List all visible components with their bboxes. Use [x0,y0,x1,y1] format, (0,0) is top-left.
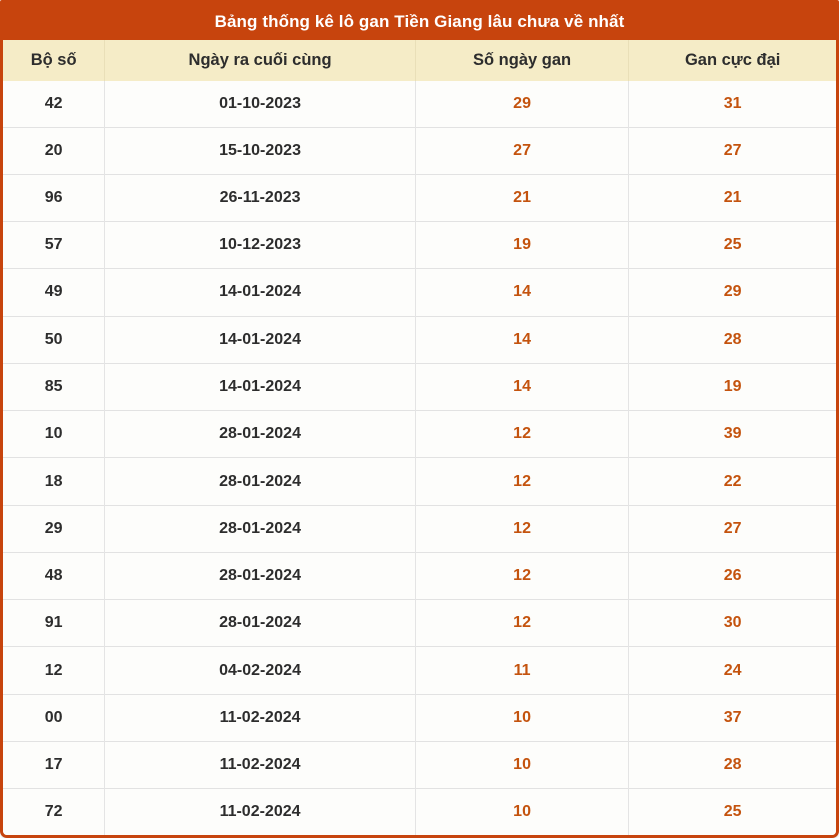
cell-ngay-ra-cuoi-cung: 14-01-2024 [105,269,416,316]
table-body [3,81,836,835]
cell-gan-cuc-dai: 26 [629,552,836,599]
cell-ngay-ra-cuoi-cung: 26-11-2023 [105,174,416,221]
cell-bo-so: 96 [3,174,105,221]
cell-so-ngay-gan: 10 [415,741,628,788]
cell-bo-so: 72 [3,789,105,835]
table-row [3,411,836,458]
table-title: Bảng thống kê lô gan Tiền Giang lâu chưa về nhất [3,3,836,40]
cell-so-ngay-gan: 12 [415,552,628,599]
table-header [3,40,836,81]
cell-so-ngay-gan: 14 [415,269,628,316]
cell-so-ngay-gan: 10 [415,694,628,741]
cell-so-ngay-gan: 12 [415,505,628,552]
cell-gan-cuc-dai: 28 [629,316,836,363]
cell-bo-so: 20 [3,127,105,174]
table-row [3,505,836,552]
cell-gan-cuc-dai: 21 [629,174,836,221]
cell-ngay-ra-cuoi-cung: 28-01-2024 [105,600,416,647]
cell-so-ngay-gan: 12 [415,600,628,647]
table-row [3,600,836,647]
cell-bo-so: 85 [3,363,105,410]
cell-bo-so: 17 [3,741,105,788]
cell-bo-so: 50 [3,316,105,363]
cell-gan-cuc-dai: 25 [629,789,836,835]
cell-gan-cuc-dai: 31 [629,81,836,127]
cell-bo-so: 49 [3,269,105,316]
table-row [3,269,836,316]
cell-bo-so: 18 [3,458,105,505]
column-header-so-ngay-gan: Số ngày gan [415,40,628,81]
cell-ngay-ra-cuoi-cung: 10-12-2023 [105,222,416,269]
cell-bo-so: 48 [3,552,105,599]
cell-ngay-ra-cuoi-cung: 14-01-2024 [105,316,416,363]
table-row [3,694,836,741]
cell-bo-so: 12 [3,647,105,694]
header-row [3,40,836,81]
table-row [3,127,836,174]
cell-gan-cuc-dai: 27 [629,505,836,552]
cell-bo-so: 91 [3,600,105,647]
table-row [3,647,836,694]
table-row [3,363,836,410]
column-header-bo-so: Bộ số [3,40,105,81]
table-row [3,552,836,599]
cell-gan-cuc-dai: 22 [629,458,836,505]
table-row [3,316,836,363]
column-header-gan-cuc-dai: Gan cực đại [629,40,836,81]
cell-gan-cuc-dai: 27 [629,127,836,174]
cell-ngay-ra-cuoi-cung: 04-02-2024 [105,647,416,694]
cell-ngay-ra-cuoi-cung: 01-10-2023 [105,81,416,127]
cell-so-ngay-gan: 27 [415,127,628,174]
cell-so-ngay-gan: 21 [415,174,628,221]
cell-bo-so: 10 [3,411,105,458]
cell-so-ngay-gan: 12 [415,411,628,458]
cell-bo-so: 00 [3,694,105,741]
cell-gan-cuc-dai: 24 [629,647,836,694]
cell-gan-cuc-dai: 19 [629,363,836,410]
cell-so-ngay-gan: 10 [415,789,628,835]
table-row [3,741,836,788]
cell-so-ngay-gan: 11 [415,647,628,694]
logan-table [3,40,836,835]
cell-bo-so: 29 [3,505,105,552]
cell-ngay-ra-cuoi-cung: 28-01-2024 [105,458,416,505]
cell-ngay-ra-cuoi-cung: 11-02-2024 [105,694,416,741]
cell-bo-so: 57 [3,222,105,269]
table-row [3,458,836,505]
cell-so-ngay-gan: 19 [415,222,628,269]
cell-ngay-ra-cuoi-cung: 15-10-2023 [105,127,416,174]
cell-ngay-ra-cuoi-cung: 14-01-2024 [105,363,416,410]
cell-so-ngay-gan: 14 [415,363,628,410]
cell-so-ngay-gan: 29 [415,81,628,127]
cell-ngay-ra-cuoi-cung: 11-02-2024 [105,789,416,835]
table-row [3,789,836,835]
cell-ngay-ra-cuoi-cung: 11-02-2024 [105,741,416,788]
table-row [3,222,836,269]
cell-gan-cuc-dai: 29 [629,269,836,316]
cell-gan-cuc-dai: 28 [629,741,836,788]
table-row [3,81,836,127]
column-header-ngay-ra-cuoi-cung: Ngày ra cuối cùng [105,40,416,81]
cell-gan-cuc-dai: 39 [629,411,836,458]
cell-gan-cuc-dai: 25 [629,222,836,269]
cell-so-ngay-gan: 12 [415,458,628,505]
table-row [3,174,836,221]
cell-bo-so: 42 [3,81,105,127]
cell-ngay-ra-cuoi-cung: 28-01-2024 [105,552,416,599]
cell-ngay-ra-cuoi-cung: 28-01-2024 [105,505,416,552]
cell-so-ngay-gan: 14 [415,316,628,363]
cell-gan-cuc-dai: 30 [629,600,836,647]
cell-gan-cuc-dai: 37 [629,694,836,741]
cell-ngay-ra-cuoi-cung: 28-01-2024 [105,411,416,458]
